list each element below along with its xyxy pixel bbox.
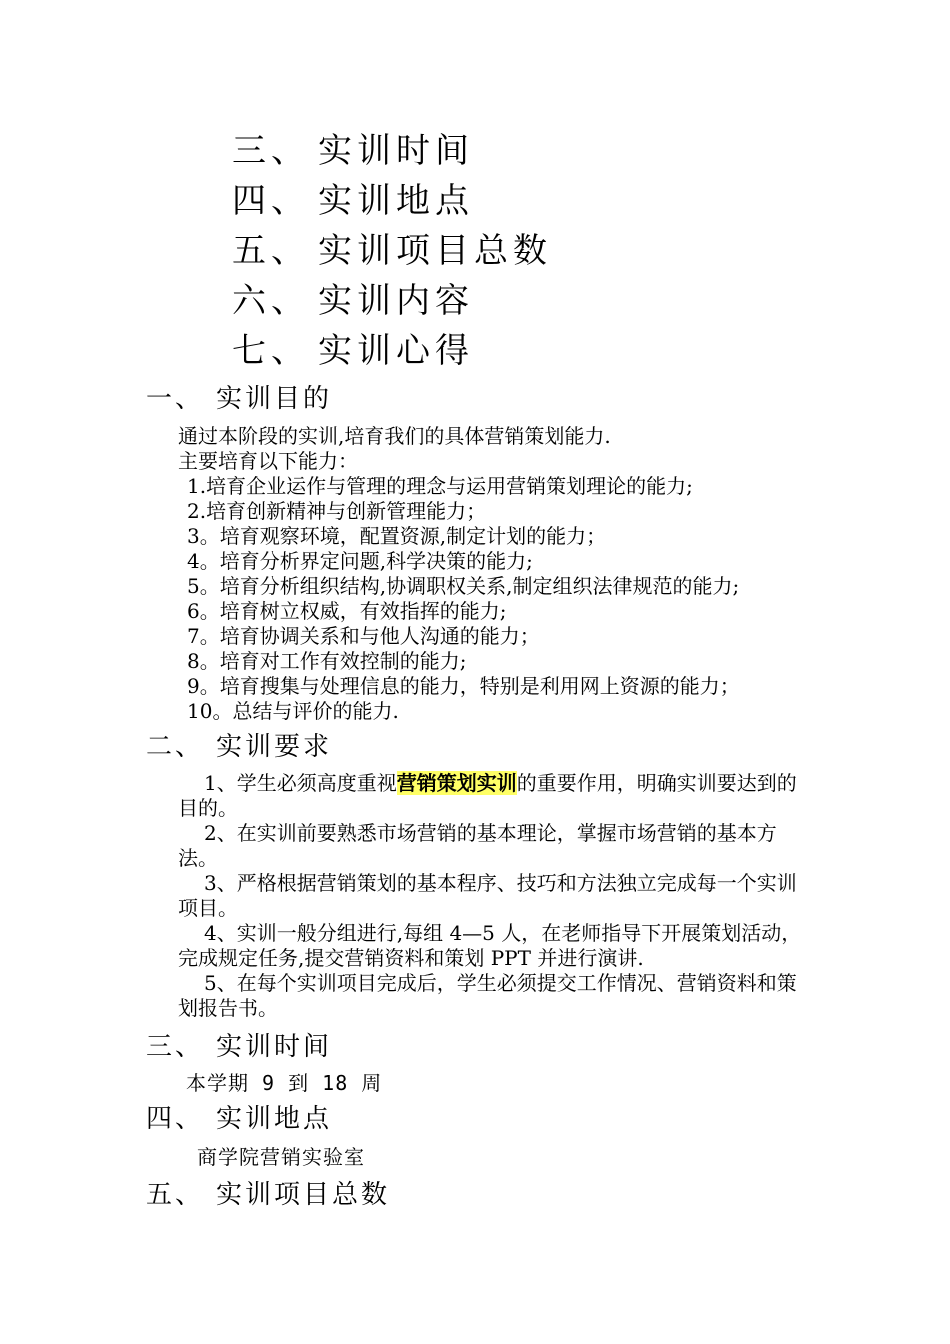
outline-item <box>232 326 552 376</box>
section-title: 实训目的 <box>216 384 333 414</box>
outline-item <box>232 226 552 276</box>
section-title: 实训要求 <box>216 732 333 762</box>
list-item: 2.培育创新精神与创新管理能力； <box>187 499 487 523</box>
section-number: 三、 <box>146 1032 205 1062</box>
outline-label: 实训心得 <box>318 331 474 371</box>
list-item: 10。总结与评价的能力. <box>187 699 399 723</box>
outline-item <box>232 176 552 226</box>
outline-list <box>232 126 552 376</box>
time-text: 本学期 9 到 18 周 <box>186 1071 383 1095</box>
outline-label: 实训项目总数 <box>318 231 552 271</box>
section-heading-objectives <box>146 382 332 416</box>
outline-item <box>232 126 552 176</box>
list-item: 6。培育树立权威，有效指挥的能力; <box>187 599 507 623</box>
list-item: 5。培育分析组织结构,协调职权关系,制定组织法律规范的能力; <box>187 574 740 598</box>
list-item: 1.培育企业运作与管理的理念与运用营销策划理论的能力; <box>187 474 693 498</box>
outline-number: 四、 <box>232 181 310 221</box>
requirements-list <box>178 771 802 1021</box>
requirement-paragraph: 3、严格根据营销策划的基本程序、技巧和方法独立完成每一个实训项目。 <box>178 871 797 920</box>
list-item: 8。培育对工作有效控制的能力; <box>187 649 467 673</box>
outline-label: 实训地点 <box>318 181 474 221</box>
section-heading-project-count <box>146 1178 390 1212</box>
section-heading-time <box>146 1030 332 1064</box>
outline-number: 七、 <box>232 331 310 371</box>
requirement-paragraph: 1、学生必须高度重视营销策划实训的重要作用，明确实训要达到的目的。 <box>178 771 797 820</box>
section-number: 五、 <box>146 1180 205 1210</box>
section-title: 实训地点 <box>216 1104 333 1134</box>
objectives-lead: 主要培育以下能力： <box>178 449 358 473</box>
requirement-paragraph: 2、在实训前要熟悉市场营销的基本理论，掌握市场营销的基本方法。 <box>178 821 777 870</box>
section-title: 实训项目总数 <box>216 1180 391 1210</box>
outline-label: 实训内容 <box>318 281 474 321</box>
section-number: 一、 <box>146 384 205 414</box>
list-item: 4。培育分析界定问题,科学决策的能力; <box>187 549 533 573</box>
section-number: 四、 <box>146 1104 205 1134</box>
outline-number: 五、 <box>232 231 310 271</box>
outline-label: 实训时间 <box>318 131 474 171</box>
outline-number: 三、 <box>232 131 310 171</box>
list-item: 7。培育协调关系和与他人沟通的能力； <box>187 624 540 648</box>
section-heading-location <box>146 1102 332 1136</box>
list-item: 3。培育观察环境，配置资源,制定计划的能力； <box>187 524 607 548</box>
highlighted-text: 营销策划实训 <box>396 771 517 795</box>
requirement-paragraph: 5、在每个实训项目完成后，学生必须提交工作情况、营销资料和策划报告书。 <box>178 971 797 1020</box>
section-heading-requirements <box>146 730 332 764</box>
outline-item <box>232 276 552 326</box>
list-item: 9。培育搜集与处理信息的能力，特别是利用网上资源的能力； <box>187 674 740 698</box>
objectives-intro: 通过本阶段的实训,培育我们的具体营销策划能力. <box>178 424 611 448</box>
outline-number: 六、 <box>232 281 310 321</box>
section-number: 二、 <box>146 732 205 762</box>
requirement-paragraph: 4、实训一般分组进行,每组 4—5 人，在老师指导下开展策划活动，完成规定任务,提交营销资料和策划 PPT 并进行演讲. <box>178 921 802 970</box>
location-text: 商学院营销实验室 <box>197 1145 365 1169</box>
section-title: 实训时间 <box>216 1032 333 1062</box>
